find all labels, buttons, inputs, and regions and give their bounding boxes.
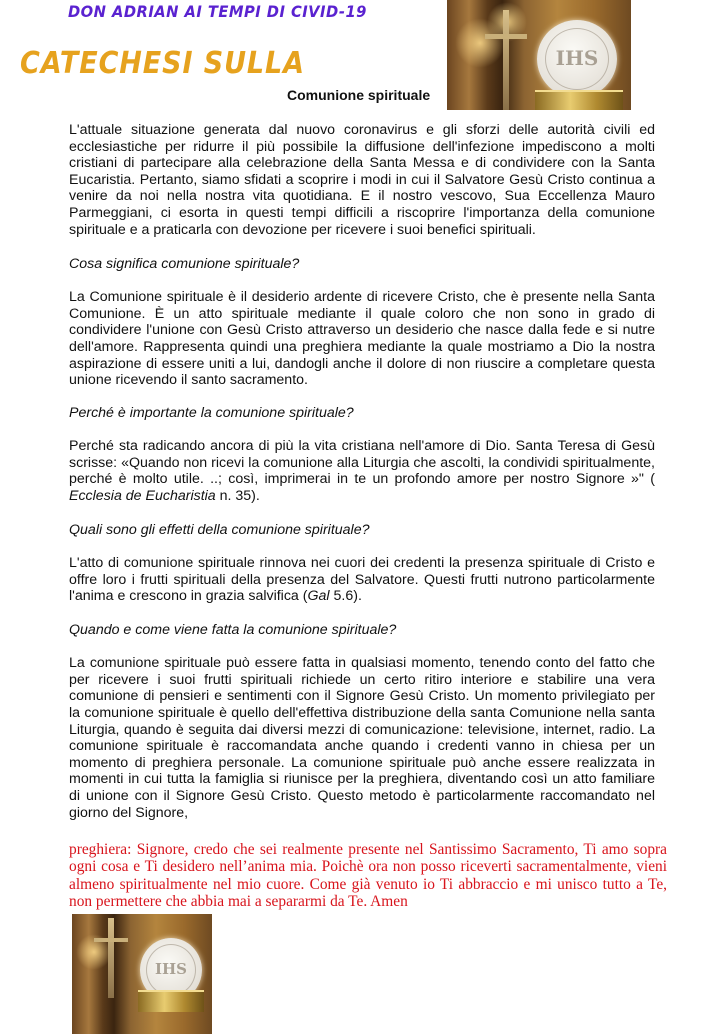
page-title: CATECHESI SULLA xyxy=(20,46,305,81)
section-question: Perché è importante la comunione spirituale? xyxy=(69,405,354,421)
section-question: Cosa significa comunione spirituale? xyxy=(69,256,300,272)
chalice xyxy=(138,990,204,1012)
eucharist-photo-bottom xyxy=(72,914,212,1034)
paragraph-text xyxy=(69,438,655,504)
section-when-how xyxy=(69,622,655,821)
paragraph-text: La Comunione spirituale è il desiderio ardente di ricevere Cristo, che è presente nella Santa Comunione. È un atto spirituale mediante il quale coloro che non sono in grado di condividere l'unione con Gesù Cristo attraverso un desiderio che nasce dalla fede e si nutre dell'amore. Rappresenta quindi una preghiera mediante la quale mostriamo a Dio la nostra aspirazione di essere uniti a lui, dandogli anche il dolore di non riuscire a completare questa unione ricevendo il santo sacramento. xyxy=(69,289,655,389)
eucharist-photo-top xyxy=(447,0,631,110)
crucifix-icon xyxy=(503,10,509,110)
section-effects xyxy=(69,522,655,605)
chalice xyxy=(535,90,623,110)
paragraph-pre: Perché sta radicando ancora di più la vita cristiana nell'amore di Dio. Santa Teresa di Gesù scrisse: «Quando non ricevi la comunione alla Liturgia che ascolti, la condividi spiritualmente, perché è molto utile. ..; così, imprimerai in te un profondo amore per nostro Signore »" ( xyxy=(69,438,655,488)
host-wafer xyxy=(537,20,617,98)
page-kicker: DON ADRIAN AI TEMPI DI CIVID-19 xyxy=(68,2,367,21)
section-question: Quando e come viene fatta la comunione spirituale? xyxy=(69,622,397,638)
paragraph-post: 5.6). xyxy=(329,588,362,605)
section-importance xyxy=(69,405,655,505)
crucifix-icon xyxy=(108,918,114,998)
crucifix-bar xyxy=(94,938,128,942)
paragraph-text: La comunione spirituale può essere fatta in qualsiasi momento, tenendo conto del fatto che per ricevere i suoi frutti spirituali richiede un certo ritiro interiore e stabilire una vera comunione di pensieri e sentimenti con il Signore Gesù Cristo. Un momento privilegiato per la comunione spirituale è quello dell'effettiva distribuzione della santa Comunione nella santa Liturgia, quando è seguita dai diversi mezzi di comunicazione: televisione, internet, radio. La comunione spirituale è raccomandata anche quando i credenti vanno in chiesa per un momento di preghiera personale. La comunione spirituale può anche essere realizzata in momenti in cui tutta la famiglia si riunisce per la preghiera, diventando così un atto familiare di unione con il Signore Gesù Cristo. Questo metodo è particolarmente raccomandato nel giorno del Signore, xyxy=(69,655,655,821)
ihs-monogram: IHS xyxy=(154,960,188,978)
section-meaning xyxy=(69,256,655,389)
prayer-text: preghiera: Signore, credo che sei realmente presente nel Santissimo Sacramento, Ti amo sopra ogni cosa e Ti desidero nell’anima mia. Poichè ora non posso riceverti sacramentalmente, vieni almeno spiritualmente nel mio cuore. Come già venuto io Ti abbraccio e mi unisco tutto a Te, non permettere che abbia mai a separarmi da Te. Amen xyxy=(69,841,667,910)
section-question: Quali sono gli effetti della comunione spirituale? xyxy=(69,522,370,538)
intro-paragraph xyxy=(69,122,655,238)
paragraph-pre: L'atto di comunione spirituale rinnova nei cuori dei credenti la presenza spirituale di Cristo e offre loro i frutti spirituali della presenza del Salvatore. Questi frutti nutrono particolarmente l'anima e crescono in grazia salvifica ( xyxy=(69,555,655,605)
citation-book: Gal xyxy=(307,588,330,605)
paragraph-text: L'attuale situazione generata dal nuovo coronavirus e gli sforzi delle autorità civili ed ecclesiastiche per ridurre il più possibile la diffusione dell'infezione impediscono a molti cristiani di partecipare alla celebrazione della Santa Messa e di condividere con la Santa Eucaristia. Pertanto, siamo sfidati a scoprire i modi in cui il Salvatore Gesù Cristo continua a venire da noi nella nostra vita quotidiana. E il nostro vescovo, Sua Eccellenza Mauro Parmeggiani, ci esorta in questi tempi difficili a riscoprire l'importanza della comunione spirituale e a praticarla con devozione per ricevere i suoi benefici spirituali. xyxy=(69,122,655,238)
paragraph-text xyxy=(69,555,655,605)
page-subtitle: Comunione spirituale xyxy=(287,87,431,103)
paragraph-post: n. 35). xyxy=(215,487,260,504)
ihs-monogram: IHS xyxy=(555,46,599,70)
citation-title: Ecclesia de Eucharistia xyxy=(69,487,216,504)
crucifix-bar xyxy=(485,34,527,39)
